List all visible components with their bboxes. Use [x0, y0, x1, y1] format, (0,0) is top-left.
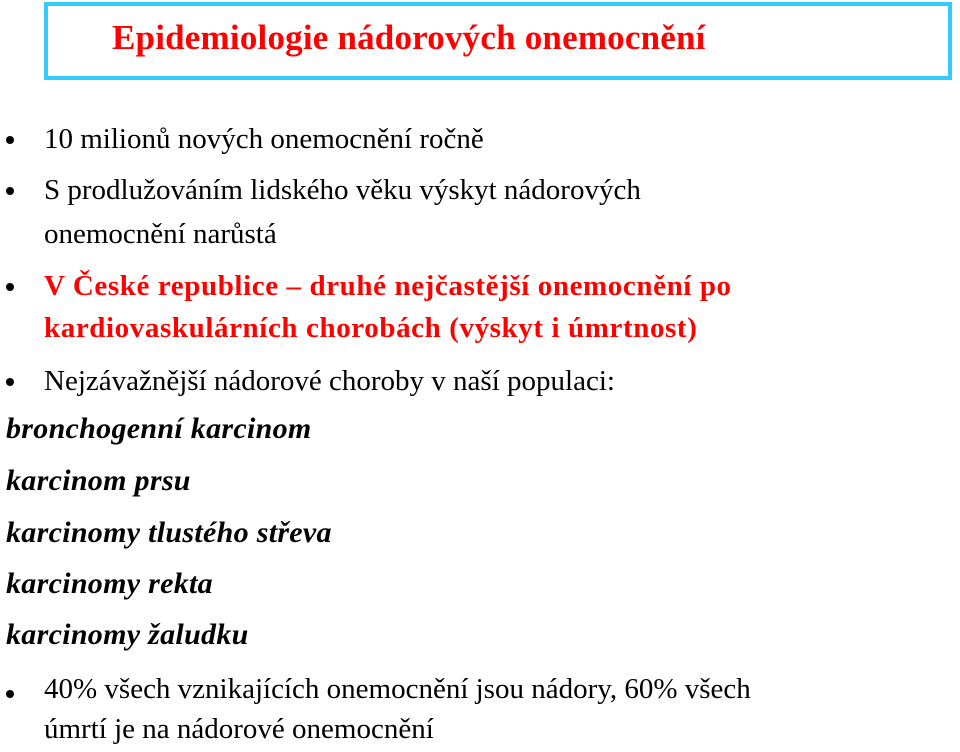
- bullet-5-text-1: 40% všech vznikajících onemocnění jsou nádory, 60% všech: [44, 673, 751, 705]
- disease-item: karcinomy tlustého střeva: [6, 516, 332, 549]
- bullet-2-text-2: onemocnění narůstá: [44, 218, 277, 250]
- bullet-dot: [6, 136, 14, 144]
- disease-item: karcinomy žaludku: [6, 618, 249, 651]
- bullet-dot: [6, 283, 14, 291]
- bullet-5-text-2: úmrtí je na nádorové onemocnění: [44, 713, 434, 745]
- disease-item: karcinomy rekta: [6, 567, 213, 600]
- bullet-3-text-2: kardiovaskulárních chorobách (výskyt i úmrtnost): [44, 312, 698, 344]
- bullet-dot: [6, 187, 14, 195]
- page-title: Epidemiologie nádorových onemocnění: [112, 18, 706, 57]
- bullet-dot: [6, 690, 14, 698]
- bullet-2-text-1: S prodlužováním lidského věku výskyt nádorových: [44, 174, 641, 206]
- bullet-3-text-1: V České republice – druhé nejčastější onemocnění po: [44, 270, 732, 302]
- disease-item: bronchogenní karcinom: [6, 412, 312, 445]
- bullet-4-text: Nejzávažnější nádorové choroby v naší populaci:: [44, 365, 615, 397]
- bullet-1-text: 10 milionů nových onemocnění ročně: [44, 123, 484, 155]
- bullet-dot: [6, 378, 14, 386]
- disease-item: karcinom prsu: [6, 464, 191, 497]
